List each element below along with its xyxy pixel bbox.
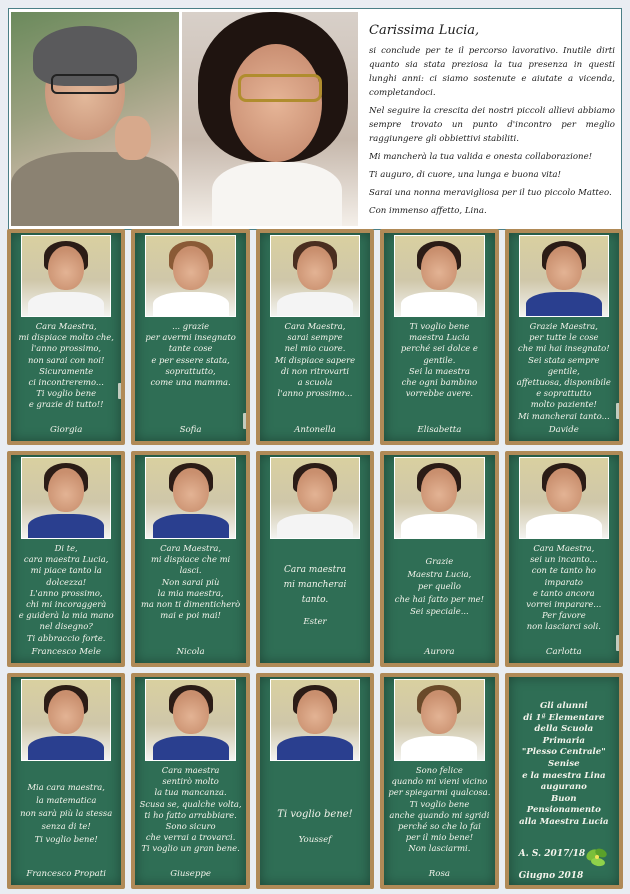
teacher-photo-2 (182, 12, 358, 226)
student-card (380, 451, 498, 667)
student-photo (394, 679, 484, 761)
student-message: Cara Maestra, sei un incanto... con te tanto ho imparato e tanto ancora vorrei imparare... Per favore non lasciarci soli. (526, 543, 602, 632)
student-photo (519, 457, 609, 539)
student-message: Cara Maestra, sarai sempre nel mio cuore. Mi dispiace sapere di non ritrovarti a scuola l'anno prossimo... (274, 321, 356, 399)
letter-paragraph: Ti auguro, di cuore, una lunga e buona vita! (369, 170, 561, 180)
student-name: Rosa (428, 869, 450, 879)
school-year: A. S. 2017/18 (518, 849, 586, 859)
student-name: Nicola (176, 647, 205, 657)
student-name: Carlotta (545, 647, 582, 657)
student-message: Di te, cara maestra Lucia, mi piace tanto la dolcezza! L'anno prossimo, chi mi incoraggerà e guiderà la mia mano nel disegno? Ti abbraccio forte. (18, 543, 114, 643)
student-card (131, 229, 249, 445)
student-name: Francesco Propati (26, 869, 107, 879)
student-name: Davide (548, 425, 579, 435)
student-message: Cara maestra sentirò molto la tua mancanza. Scusa se, qualche volta, ti ho fatto arrabbiare. Sono sicuro che verrai a trovarci. Ti voglio un gran bene. (139, 765, 242, 854)
student-card (7, 229, 125, 445)
student-photo (394, 457, 484, 539)
student-name: Antonella (294, 425, 336, 435)
farewell-card (505, 673, 623, 889)
student-message: Cara maestra mi mancherai tanto. (283, 565, 347, 605)
letter-text (369, 23, 615, 222)
letter-paragraph: Sarai una nonna meravigliosa per il tuo piccolo Matteo. (369, 188, 612, 198)
student-message: Sono felice quando mi vieni vicino per spiegarmi qualcosa. Ti voglio bene anche quando mi sgridi perché so che lo fai per il mio bene! Non lasciarmi. (388, 765, 491, 854)
leaf-icon (583, 843, 611, 871)
farewell-message: Gli alunni di 1ª Elementare della Scuola Primaria "Plesso Centrale" Senise e la maestra Lina augurano Buon Pensionamento alla Maestra Lucia (519, 701, 609, 827)
student-name: Francesco Mele (31, 647, 101, 657)
student-name: Sofia (179, 425, 202, 435)
student-name: Giuseppe (170, 869, 211, 879)
student-message: Grazie Maestra, per tutte le cose che mi hai insegnato! Sei stata sempre gentile, affettuosa, disponibile e soprattutto molto paziente! Mi mancherai tanto... (516, 321, 611, 421)
student-message: Grazie Maestra Lucia, per quello che hai fatto per me! Sei speciale... (394, 556, 484, 616)
student-message: Ti voglio bene! (277, 809, 353, 820)
student-photo (21, 679, 111, 761)
letter-paragraph: Nel seguire la crescita dei nostri piccoli allievi abbiamo sempre trovato un punto d'incontro per meglio raggiungere gli obbiettivi stabiliti. (369, 106, 615, 144)
student-message: Ti voglio bene maestra Lucia perché sei dolce e gentile. Sei la maestra che ogni bambino vorrebbe avere. (400, 321, 478, 399)
student-photo (270, 457, 360, 539)
student-card (380, 229, 498, 445)
student-card (256, 451, 374, 667)
student-message: ... grazie per avermi insegnato tante cose e per essere stata, soprattutto, come una mamma. (145, 321, 236, 388)
student-name: Aurora (424, 647, 455, 657)
student-photo (270, 679, 360, 761)
student-card (131, 673, 249, 889)
letter-paragraph: Mi mancherà la tua valida e onesta collaborazione! (369, 152, 593, 162)
student-photo (21, 235, 111, 317)
teacher-photo-1 (11, 12, 179, 226)
student-card (131, 451, 249, 667)
student-photo (270, 235, 360, 317)
student-card (7, 673, 125, 889)
letter-greeting: Carissima Lucia, (369, 23, 480, 38)
student-card (7, 451, 125, 667)
student-photo (519, 235, 609, 317)
student-cards-grid (7, 229, 623, 889)
student-photo (145, 235, 235, 317)
student-card (505, 451, 623, 667)
letter-paragraph: Con immenso affetto, Lina. (369, 206, 487, 216)
letter-panel (8, 8, 622, 230)
letter-paragraph: si conclude per te il percorso lavorativo. Inutile dirti quanto sia stata preziosa la tua presenza in questi lunghi anni: ci siamo sostenute e aiutate a vicenda, completandoci. (369, 46, 615, 98)
student-card (505, 229, 623, 445)
student-name: Elisabetta (417, 425, 462, 435)
student-message: Cara Maestra, mi dispiace molto che, l'anno prossimo, non sarai con noi! Sicuramente ci incontreremo... Ti voglio bene e grazie di tutto!! (18, 321, 114, 410)
student-card (380, 673, 498, 889)
student-name: Youssef (298, 835, 332, 845)
student-message: Cara Maestra, mi dispiace che mi lasci. Non sarai più la mia maestra, ma non ti dimenticherò mai e poi mai! (140, 543, 241, 621)
student-name: Ester (303, 617, 327, 627)
student-photo (145, 457, 235, 539)
student-card (256, 229, 374, 445)
farewell-date: Giugno 2018 (518, 871, 584, 881)
student-name: Giorgia (50, 425, 83, 435)
student-photo (21, 457, 111, 539)
student-card (256, 673, 374, 889)
student-photo (145, 679, 235, 761)
student-message: Mia cara maestra, la matematica non sarà più la stessa senza di te! Ti voglio bene! (20, 782, 113, 844)
student-photo (394, 235, 484, 317)
